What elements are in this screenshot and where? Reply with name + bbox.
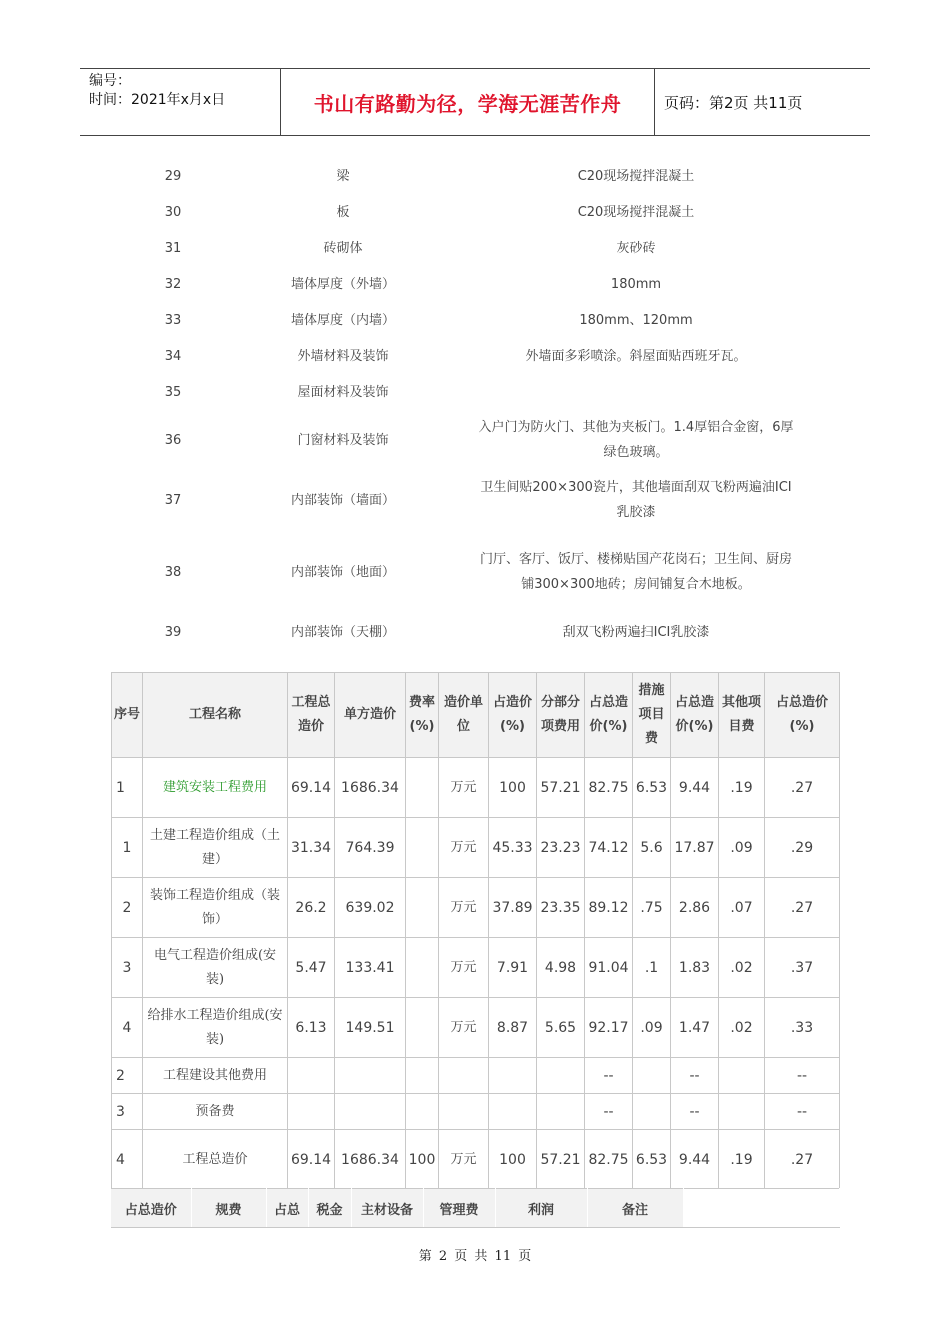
spec-num: 35 [164, 384, 182, 400]
table-cell [406, 818, 439, 878]
spec-desc: C20现场搅拌混凝土 [577, 204, 695, 220]
table-cell: 149.51 [335, 998, 406, 1058]
project-name-cell: 给排水工程造价组成(安装) [143, 998, 288, 1058]
table-cell: 69.14 [288, 1130, 335, 1190]
table-cell: 639.02 [335, 878, 406, 938]
spec-item: 外墙材料及装饰 [297, 348, 389, 364]
fee-header-cell: 规费 [191, 1189, 266, 1228]
table-cell: 6.53 [633, 758, 671, 818]
spec-num: 33 [164, 312, 182, 328]
spec-item: 砖砌体 [323, 240, 363, 256]
table-cell: 2.86 [671, 878, 719, 938]
table-cell: 89.12 [585, 878, 633, 938]
spec-desc: 180mm [610, 276, 662, 292]
table-cell: 57.21 [537, 758, 585, 818]
fee-header-cell: 主材设备 [351, 1189, 423, 1228]
fee-summary-header [111, 1188, 840, 1228]
table-cell [406, 938, 439, 998]
fee-header-cell: 税金 [308, 1189, 351, 1228]
spec-desc: 刮双飞粉两遍扫ICI乳胶漆 [562, 624, 710, 640]
table-row [112, 1058, 840, 1094]
table-cell [719, 1094, 765, 1130]
table-cell [489, 1058, 537, 1094]
table-cell: -- [765, 1094, 840, 1130]
table-cell [439, 1094, 489, 1130]
project-name-cell: 土建工程造价组成（土建） [143, 818, 288, 878]
table-cell: 5.6 [633, 818, 671, 878]
table-cell [633, 1058, 671, 1094]
table-cell: 57.21 [537, 1130, 585, 1190]
table-cell [406, 878, 439, 938]
table-cell: .27 [765, 1130, 840, 1190]
table-cell [288, 1094, 335, 1130]
table-cell [406, 758, 439, 818]
column-header: 单方造价 [335, 673, 406, 758]
table-cell: 92.17 [585, 998, 633, 1058]
spec-row [130, 614, 830, 650]
spec-row [130, 374, 830, 410]
project-name-cell: 预备费 [143, 1094, 288, 1130]
spec-item: 门窗材料及装饰 [297, 432, 389, 448]
table-row [112, 758, 840, 818]
table-cell: 23.23 [537, 818, 585, 878]
table-cell: 6.13 [288, 998, 335, 1058]
table-cell [633, 1094, 671, 1130]
spec-row [130, 266, 830, 302]
spec-item: 内部装饰（天棚） [290, 624, 395, 640]
project-name-cell: 工程总造价 [143, 1130, 288, 1190]
spec-item: 板 [336, 204, 350, 220]
spec-row [130, 338, 830, 374]
table-cell: 17.87 [671, 818, 719, 878]
table-cell: .02 [719, 998, 765, 1058]
spec-desc: 卫生间贴200×300瓷片，其他墙面刮双飞粉两遍油ICI乳胶漆 [480, 480, 792, 520]
table-cell [719, 1058, 765, 1094]
table-cell: 3 [112, 938, 143, 998]
spec-row [130, 470, 830, 530]
table-cell: 9.44 [671, 1130, 719, 1190]
spec-item: 梁 [336, 168, 350, 184]
table-cell: 8.87 [489, 998, 537, 1058]
table-cell: 91.04 [585, 938, 633, 998]
table-cell: 6.53 [633, 1130, 671, 1190]
table-cell: 37.89 [489, 878, 537, 938]
column-header: 工程名称 [143, 673, 288, 758]
table-cell: 3 [112, 1094, 143, 1130]
table-cell: 82.75 [585, 1130, 633, 1190]
table-cell: 45.33 [489, 818, 537, 878]
table-cell: .09 [633, 998, 671, 1058]
table-cell: 1 [112, 818, 143, 878]
spec-desc: 灰砂砖 [616, 240, 656, 256]
spec-item: 墙体厚度（内墙） [290, 312, 395, 328]
spec-desc: 外墙面多彩喷涂。斜屋面贴西班牙瓦。 [525, 348, 747, 364]
spec-row [130, 410, 830, 470]
table-cell: .29 [765, 818, 840, 878]
header-motto-cell [281, 69, 655, 135]
spec-desc: 180mm、120mm [579, 312, 693, 328]
table-cell: 31.34 [288, 818, 335, 878]
page-header [80, 68, 870, 136]
spec-num: 37 [164, 492, 182, 508]
table-row [112, 1130, 840, 1190]
table-cell: 2 [112, 1058, 143, 1094]
spec-num: 32 [164, 276, 182, 292]
table-cell [489, 1094, 537, 1130]
table-cell: -- [671, 1058, 719, 1094]
table-cell: .33 [765, 998, 840, 1058]
spec-item: 内部装饰（墙面） [290, 492, 395, 508]
spec-list [130, 158, 830, 650]
table-cell: 26.2 [288, 878, 335, 938]
spec-row [130, 158, 830, 194]
spec-item: 内部装饰（地面） [290, 564, 395, 580]
table-cell: 万元 [439, 878, 489, 938]
table-cell: 69.14 [288, 758, 335, 818]
spec-item: 墙体厚度（外墙） [290, 276, 395, 292]
spec-num: 31 [164, 240, 182, 256]
table-row [112, 938, 840, 998]
table-cell: .09 [719, 818, 765, 878]
table-cell [335, 1094, 406, 1130]
table-cell: 万元 [439, 998, 489, 1058]
doc-date: 时间：2021年x月x日 [89, 92, 226, 108]
fee-header-cell: 备注 [587, 1189, 683, 1228]
spec-desc: C20现场搅拌混凝土 [577, 168, 695, 184]
table-cell: -- [765, 1058, 840, 1094]
spec-num: 29 [164, 168, 182, 184]
table-cell: .75 [633, 878, 671, 938]
spec-desc: 门厅、客厅、饭厅、楼梯贴国产花岗石；卫生间、厨房铺300×300地砖；房间铺复合木地板。 [479, 552, 792, 592]
table-cell: 100 [489, 758, 537, 818]
column-header: 分部分项费用 [537, 673, 585, 758]
project-name-cell: 工程建设其他费用 [143, 1058, 288, 1094]
column-header: 造价单位 [439, 673, 489, 758]
table-cell [537, 1058, 585, 1094]
table-cell: .07 [719, 878, 765, 938]
table-cell: 万元 [439, 1130, 489, 1190]
spec-desc: 入户门为防火门、其他为夹板门。1.4厚铝合金窗，6厚绿色玻璃。 [478, 420, 794, 460]
fee-header-cell: 管理费 [423, 1189, 495, 1228]
spec-row [130, 530, 830, 614]
table-cell: 万元 [439, 938, 489, 998]
table-cell: 1686.34 [335, 758, 406, 818]
table-cell: 1.83 [671, 938, 719, 998]
table-cell: 7.91 [489, 938, 537, 998]
table-cell: 100 [489, 1130, 537, 1190]
table-row [112, 1094, 840, 1130]
table-cell: 9.44 [671, 758, 719, 818]
column-header: 占造价(%) [489, 673, 537, 758]
table-cell: 100 [406, 1130, 439, 1190]
spec-num: 38 [164, 564, 182, 580]
table-row [112, 998, 840, 1058]
column-header: 占总造价(%) [585, 673, 633, 758]
spec-row [130, 194, 830, 230]
cost-table-header [112, 673, 840, 758]
table-cell: 万元 [439, 818, 489, 878]
table-cell: 1 [112, 758, 143, 818]
table-cell: .27 [765, 878, 840, 938]
project-name-cell: 装饰工程造价组成（装饰） [143, 878, 288, 938]
table-cell [406, 1058, 439, 1094]
column-header: 措施项目费 [633, 673, 671, 758]
table-cell: 4 [112, 1130, 143, 1190]
table-cell [439, 1058, 489, 1094]
table-cell [406, 1094, 439, 1130]
spec-row [130, 302, 830, 338]
motto: 书山有路勤为径，学海无涯苦作舟 [313, 91, 622, 116]
table-cell: -- [671, 1094, 719, 1130]
column-header: 其他项目费 [719, 673, 765, 758]
table-cell: .19 [719, 758, 765, 818]
table-cell: .19 [719, 1130, 765, 1190]
project-name-cell[interactable]: 建筑安装工程费用 [143, 758, 288, 818]
spec-row [130, 230, 830, 266]
table-cell [406, 998, 439, 1058]
fee-header-cell: 占总造价 [111, 1189, 191, 1228]
table-cell: 5.65 [537, 998, 585, 1058]
page-footer: 第 2 页 共 11 页 [418, 1249, 532, 1264]
doc-code-label: 编号： [89, 73, 131, 89]
table-cell: 74.12 [585, 818, 633, 878]
table-cell: 1.47 [671, 998, 719, 1058]
table-cell: 4.98 [537, 938, 585, 998]
table-cell: -- [585, 1094, 633, 1130]
column-header: 工程总造价 [288, 673, 335, 758]
header-meta [80, 69, 281, 135]
table-cell: .37 [765, 938, 840, 998]
table-cell [288, 1058, 335, 1094]
table-cell: 1686.34 [335, 1130, 406, 1190]
table-cell: 2 [112, 878, 143, 938]
spec-num: 36 [164, 432, 182, 448]
table-cell [335, 1058, 406, 1094]
table-cell: .02 [719, 938, 765, 998]
table-cell: 5.47 [288, 938, 335, 998]
spec-num: 39 [164, 624, 182, 640]
table-cell: .27 [765, 758, 840, 818]
fee-header-cell [683, 1189, 839, 1228]
table-row [112, 818, 840, 878]
table-cell: 764.39 [335, 818, 406, 878]
column-header: 占总造价(%) [671, 673, 719, 758]
table-cell: -- [585, 1058, 633, 1094]
table-cell [537, 1094, 585, 1130]
spec-num: 30 [164, 204, 182, 220]
column-header: 序号 [112, 673, 143, 758]
table-cell: .1 [633, 938, 671, 998]
fee-header-cell: 占总 [266, 1189, 308, 1228]
table-cell: 4 [112, 998, 143, 1058]
fee-header-cell: 利润 [495, 1189, 587, 1228]
table-cell: 万元 [439, 758, 489, 818]
table-cell: 82.75 [585, 758, 633, 818]
cost-table [111, 672, 840, 1190]
spec-item: 屋面材料及装饰 [297, 384, 389, 400]
column-header: 占总造价(%) [765, 673, 840, 758]
column-header: 费率(%) [406, 673, 439, 758]
table-cell: 133.41 [335, 938, 406, 998]
spec-num: 34 [164, 348, 182, 364]
page-info: 页码：第2页 共11页 [664, 93, 803, 112]
table-row [112, 878, 840, 938]
project-name-cell: 电气工程造价组成(安装) [143, 938, 288, 998]
table-cell: 23.35 [537, 878, 585, 938]
